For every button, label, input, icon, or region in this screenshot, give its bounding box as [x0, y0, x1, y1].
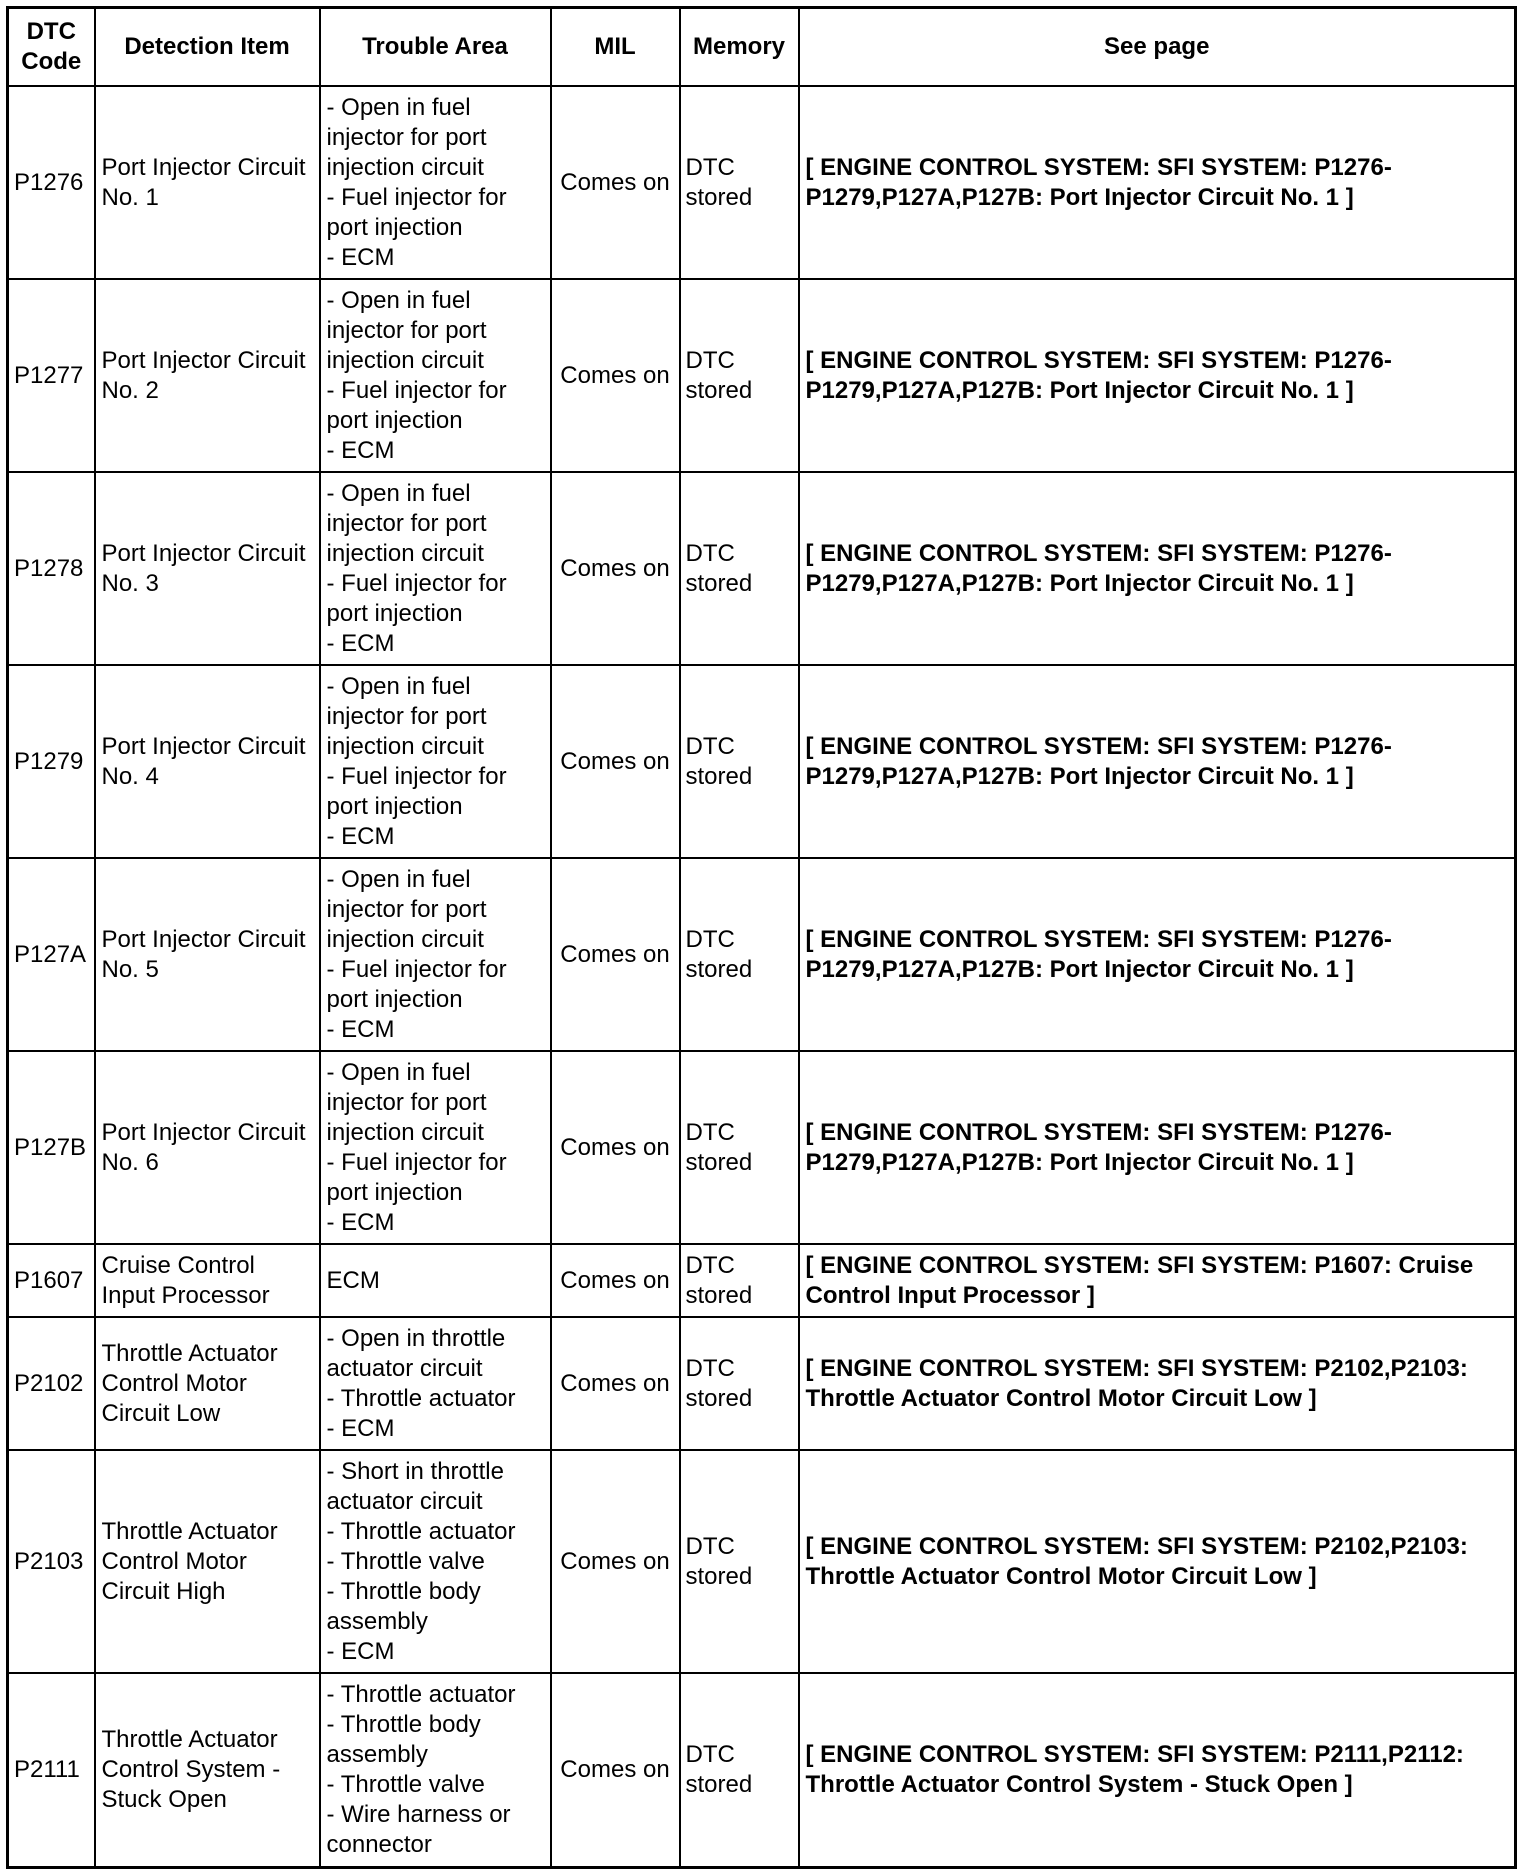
header-mil: MIL: [551, 8, 680, 87]
table-row: [8, 858, 1516, 1051]
header-row: [8, 8, 1516, 87]
mil-cell: Comes on: [551, 279, 680, 472]
table-row: [8, 1673, 1516, 1867]
dtc-code-cell: P2103: [8, 1450, 95, 1673]
memory-cell: DTC stored: [680, 1051, 799, 1244]
mil-cell: Comes on: [551, 86, 680, 279]
table-row: [8, 86, 1516, 279]
trouble-area-cell: - Open in fuel injector for port injection circuit - Fuel injector for port injection - ECM: [320, 1051, 551, 1244]
trouble-area-cell: - Open in fuel injector for port injection circuit - Fuel injector for port injection - ECM: [320, 86, 551, 279]
detection-item-cell: Port Injector Circuit No. 2: [95, 279, 320, 472]
mil-cell: Comes on: [551, 1051, 680, 1244]
dtc-code-cell: P127B: [8, 1051, 95, 1244]
header-trouble-area: Trouble Area: [320, 8, 551, 87]
see-page-link[interactable]: [ ENGINE CONTROL SYSTEM: SFI SYSTEM: P1607: Cruise Control Input Processor ]: [799, 1244, 1516, 1317]
mil-cell: Comes on: [551, 1450, 680, 1673]
memory-cell: DTC stored: [680, 86, 799, 279]
table-row: [8, 665, 1516, 858]
memory-cell: DTC stored: [680, 1244, 799, 1317]
dtc-code-cell: P1278: [8, 472, 95, 665]
detection-item-cell: Cruise Control Input Processor: [95, 1244, 320, 1317]
mil-cell: Comes on: [551, 858, 680, 1051]
dtc-code-cell: P2111: [8, 1673, 95, 1867]
see-page-link[interactable]: [ ENGINE CONTROL SYSTEM: SFI SYSTEM: P1276-P1279,P127A,P127B: Port Injector Circuit No. 1 ]: [799, 665, 1516, 858]
dtc-code-cell: P127A: [8, 858, 95, 1051]
table-row: [8, 472, 1516, 665]
memory-cell: DTC stored: [680, 1450, 799, 1673]
mil-cell: Comes on: [551, 1317, 680, 1450]
memory-cell: DTC stored: [680, 279, 799, 472]
see-page-link[interactable]: [ ENGINE CONTROL SYSTEM: SFI SYSTEM: P1276-P1279,P127A,P127B: Port Injector Circuit No. 1 ]: [799, 472, 1516, 665]
see-page-link[interactable]: [ ENGINE CONTROL SYSTEM: SFI SYSTEM: P2111,P2112: Throttle Actuator Control System - Stuck Open ]: [799, 1673, 1516, 1867]
trouble-area-cell: - Open in fuel injector for port injection circuit - Fuel injector for port injection - ECM: [320, 279, 551, 472]
detection-item-cell: Throttle Actuator Control System - Stuck Open: [95, 1673, 320, 1867]
detection-item-cell: Throttle Actuator Control Motor Circuit Low: [95, 1317, 320, 1450]
memory-cell: DTC stored: [680, 665, 799, 858]
table-row: [8, 1051, 1516, 1244]
detection-item-cell: Port Injector Circuit No. 6: [95, 1051, 320, 1244]
dtc-code-cell: P2102: [8, 1317, 95, 1450]
see-page-link[interactable]: [ ENGINE CONTROL SYSTEM: SFI SYSTEM: P2102,P2103: Throttle Actuator Control Motor Circuit Low ]: [799, 1317, 1516, 1450]
table-row: [8, 1450, 1516, 1673]
header-detection-item: Detection Item: [95, 8, 320, 87]
table-header: [8, 8, 1516, 87]
see-page-link[interactable]: [ ENGINE CONTROL SYSTEM: SFI SYSTEM: P1276-P1279,P127A,P127B: Port Injector Circuit No. 1 ]: [799, 279, 1516, 472]
trouble-area-cell: - Open in fuel injector for port injection circuit - Fuel injector for port injection - ECM: [320, 472, 551, 665]
dtc-code-cell: P1277: [8, 279, 95, 472]
memory-cell: DTC stored: [680, 858, 799, 1051]
see-page-link[interactable]: [ ENGINE CONTROL SYSTEM: SFI SYSTEM: P1276-P1279,P127A,P127B: Port Injector Circuit No. 1 ]: [799, 1051, 1516, 1244]
see-page-link[interactable]: [ ENGINE CONTROL SYSTEM: SFI SYSTEM: P2102,P2103: Throttle Actuator Control Motor Circuit Low ]: [799, 1450, 1516, 1673]
table-row: [8, 1244, 1516, 1317]
dtc-code-cell: P1279: [8, 665, 95, 858]
see-page-link[interactable]: [ ENGINE CONTROL SYSTEM: SFI SYSTEM: P1276-P1279,P127A,P127B: Port Injector Circuit No. 1 ]: [799, 86, 1516, 279]
mil-cell: Comes on: [551, 1244, 680, 1317]
trouble-area-cell: - Open in fuel injector for port injection circuit - Fuel injector for port injection - ECM: [320, 665, 551, 858]
memory-cell: DTC stored: [680, 472, 799, 665]
memory-cell: DTC stored: [680, 1317, 799, 1450]
mil-cell: Comes on: [551, 1673, 680, 1867]
header-memory: Memory: [680, 8, 799, 87]
detection-item-cell: Throttle Actuator Control Motor Circuit High: [95, 1450, 320, 1673]
mil-cell: Comes on: [551, 472, 680, 665]
table-row: [8, 1317, 1516, 1450]
detection-item-cell: Port Injector Circuit No. 4: [95, 665, 320, 858]
trouble-area-cell: - Open in fuel injector for port injection circuit - Fuel injector for port injection - ECM: [320, 858, 551, 1051]
header-see-page: See page: [799, 8, 1516, 87]
detection-item-cell: Port Injector Circuit No. 1: [95, 86, 320, 279]
table-row: [8, 279, 1516, 472]
table-body: [8, 86, 1516, 1867]
detection-item-cell: Port Injector Circuit No. 5: [95, 858, 320, 1051]
trouble-area-cell: ECM: [320, 1244, 551, 1317]
dtc-code-cell: P1607: [8, 1244, 95, 1317]
trouble-area-cell: - Throttle actuator - Throttle body assembly - Throttle valve - Wire harness or connector: [320, 1673, 551, 1867]
see-page-link[interactable]: [ ENGINE CONTROL SYSTEM: SFI SYSTEM: P1276-P1279,P127A,P127B: Port Injector Circuit No. 1 ]: [799, 858, 1516, 1051]
header-dtc-code: DTC Code: [8, 8, 95, 87]
detection-item-cell: Port Injector Circuit No. 3: [95, 472, 320, 665]
trouble-area-cell: - Open in throttle actuator circuit - Throttle actuator - ECM: [320, 1317, 551, 1450]
memory-cell: DTC stored: [680, 1673, 799, 1867]
dtc-table: [6, 6, 1517, 1869]
trouble-area-cell: - Short in throttle actuator circuit - Throttle actuator - Throttle valve - Throttle body assembly - ECM: [320, 1450, 551, 1673]
mil-cell: Comes on: [551, 665, 680, 858]
dtc-code-cell: P1276: [8, 86, 95, 279]
